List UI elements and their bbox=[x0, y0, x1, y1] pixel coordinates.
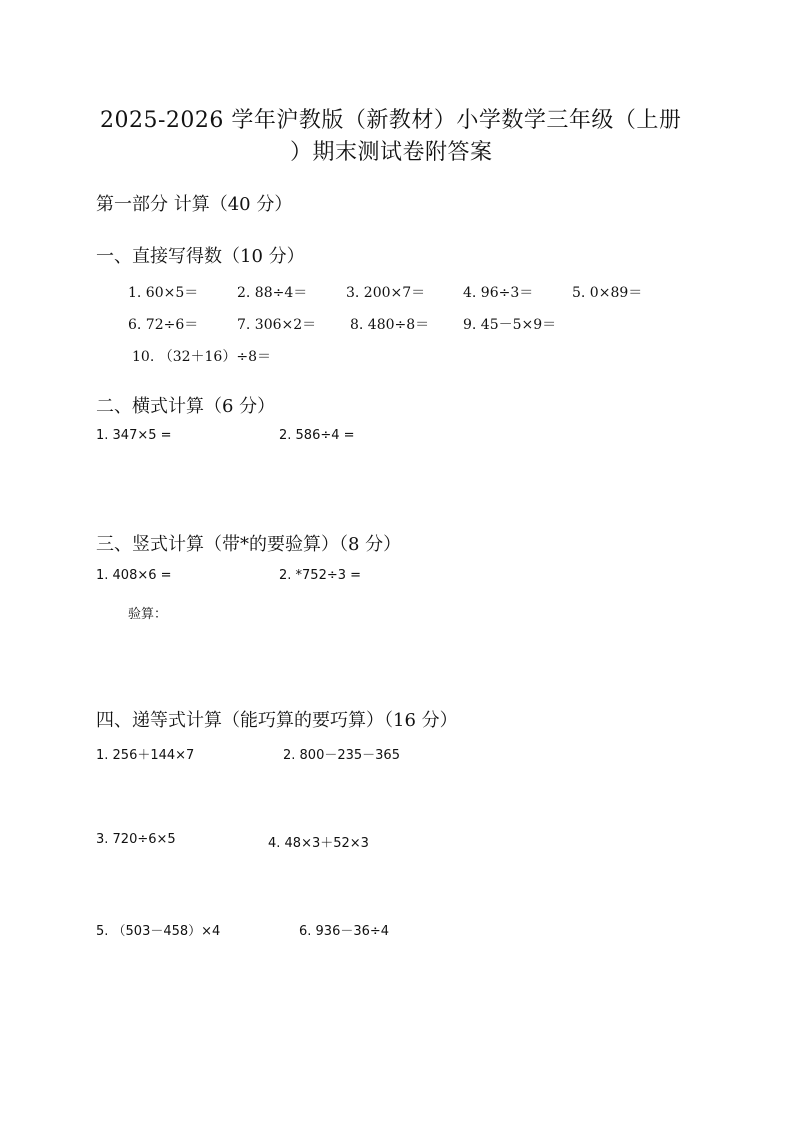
step-calc-item: 2. 800－235－365 bbox=[283, 748, 400, 763]
section-3-heading: 三、竖式计算（带*的要验算）（8 分） bbox=[96, 534, 402, 555]
step-calc-item: 1. 256＋144×7 bbox=[96, 748, 195, 763]
direct-calc-item: 2. 88÷4＝ bbox=[237, 285, 308, 301]
document-title-line1: 2025-2026 学年沪教版（新教材）小学数学三年级（上册 bbox=[100, 108, 682, 133]
direct-calc-item: 5. 0×89＝ bbox=[572, 285, 643, 301]
section-2-heading: 二、横式计算（6 分） bbox=[96, 396, 276, 417]
step-calc-item: 6. 936－36÷4 bbox=[299, 924, 390, 939]
document-title-line2: ）期末测试卷附答案 bbox=[290, 140, 493, 165]
horizontal-calc-item: 2. 586÷4 = bbox=[279, 428, 355, 443]
step-calc-item: 4. 48×3＋52×3 bbox=[268, 836, 369, 851]
section-4-heading: 四、递等式计算（能巧算的要巧算）（16 分） bbox=[96, 710, 458, 731]
horizontal-calc-item: 1. 347×5 = bbox=[96, 428, 172, 443]
check-label: 验算： bbox=[128, 607, 168, 622]
section-1-heading: 一、直接写得数（10 分） bbox=[96, 246, 305, 267]
direct-calc-item: 6. 72÷6＝ bbox=[128, 317, 199, 333]
vertical-calc-item: 1. 408×6 = bbox=[96, 568, 172, 583]
direct-calc-item: 10. （32＋16）÷8＝ bbox=[132, 349, 271, 365]
step-calc-item: 5. （503－458）×4 bbox=[96, 924, 221, 939]
direct-calc-item: 8. 480÷8＝ bbox=[350, 317, 430, 333]
step-calc-item: 3. 720÷6×5 bbox=[96, 832, 176, 847]
direct-calc-item: 9. 45－5×9＝ bbox=[463, 317, 557, 333]
vertical-calc-item: 2. *752÷3 = bbox=[279, 568, 362, 583]
direct-calc-item: 4. 96÷3＝ bbox=[463, 285, 534, 301]
direct-calc-item: 3. 200×7＝ bbox=[346, 285, 426, 301]
direct-calc-item: 7. 306×2＝ bbox=[237, 317, 317, 333]
part-heading: 第一部分 计算（40 分） bbox=[96, 194, 293, 215]
direct-calc-item: 1. 60×5＝ bbox=[128, 285, 199, 301]
